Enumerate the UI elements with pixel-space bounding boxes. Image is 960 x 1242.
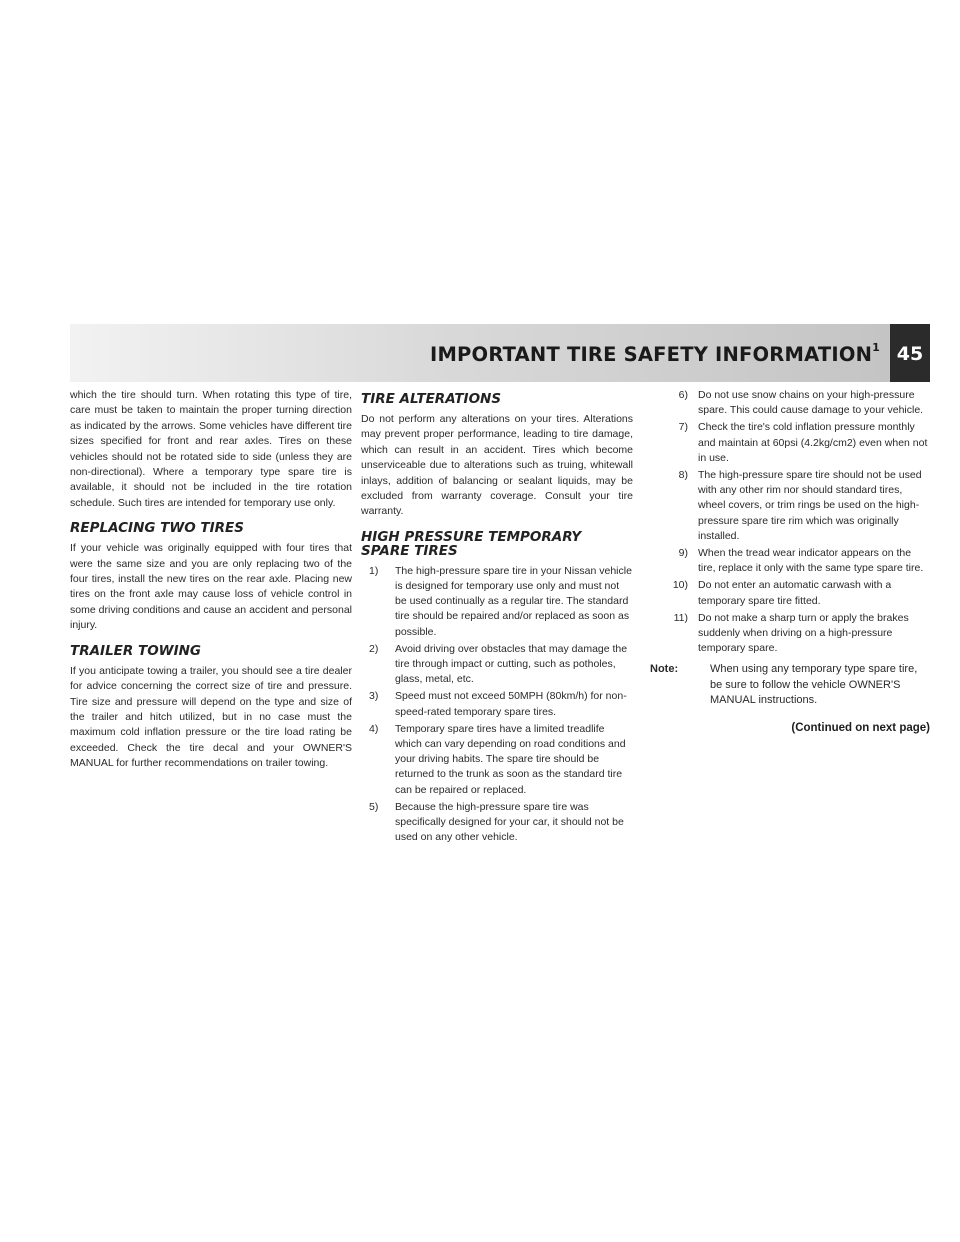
page-number: 45	[896, 343, 924, 365]
column-2	[361, 388, 633, 848]
spare-tire-list-continued	[650, 388, 930, 656]
list-item-number: 10)	[672, 579, 688, 592]
list-item	[361, 642, 633, 688]
intro-paragraph: which the tire should turn. When rotating this type of tire, care must be taken to maintain the proper turning direction as indicated by the arrows. Some vehicles have different tire sizes specified for front and rear axles. Tires on these vehicles should not be rotated side to side (unless they are non-directional). Where a temporary type spare tire is available, it should not be included in the tire rotation schedule. Such tires are intended for temporary use only.	[70, 389, 352, 509]
list-item-number: 7)	[678, 421, 688, 434]
list-item-number: 1)	[369, 564, 379, 577]
spare-tire-list	[361, 564, 633, 846]
list-item-number: 2)	[369, 642, 379, 655]
list-item-text: Do not enter an automatic carwash with a temporary spare tire fitted.	[698, 579, 892, 607]
page-title-text: IMPORTANT TIRE SAFETY INFORMATION	[429, 343, 873, 366]
trailer-towing-paragraph: If you anticipate towing a trailer, you should see a tire dealer for advice concerning the correct size of tire and pressure. Tire size and pressure will depend on the type and size of the trailer and hitch utilized, but in no case must the maximum cold inflation pressure or the tire load rating be exceeded. Check the tire decal and your OWNER'S MANUAL for further recommendations on trailer towing.	[70, 664, 352, 770]
list-item-text: Because the high-pressure spare tire was specifically designed for your car, it should not be used on any other vehicle.	[395, 800, 624, 844]
list-item	[361, 800, 633, 846]
list-item-number: 6)	[678, 389, 688, 401]
spare-tires-heading: HIGH PRESSURE TEMPORARY SPARE TIRES	[361, 528, 582, 559]
list-item	[650, 468, 930, 544]
list-item-number: 9)	[678, 547, 688, 560]
list-item-number: 5)	[369, 800, 379, 813]
list-item-number: 8)	[678, 469, 688, 482]
list-item	[650, 420, 930, 466]
note	[650, 662, 930, 708]
page-title	[429, 340, 880, 366]
note-label: Note:	[650, 663, 679, 676]
list-item-number: 4)	[369, 722, 379, 735]
list-item-text: Do not make a sharp turn or apply the brakes suddenly when driving on a high-pressure temporary spare.	[698, 611, 909, 655]
list-item-text: When the tread wear indicator appears on the tire, replace it only with the same type spare tire.	[698, 547, 924, 575]
list-item-number: 3)	[369, 690, 379, 703]
note-text: When using any temporary type spare tire, be sure to follow the vehicle OWNER'S MANUAL instructions.	[710, 663, 918, 706]
column-1	[70, 388, 352, 772]
list-item-text: The high-pressure spare tire in your Nissan vehicle is designed for temporary use only and must not be used continually as a regular tire. The standard tire should be repaired and/or replaced as soon as possible.	[395, 564, 632, 638]
replacing-two-tires-heading: REPLACING TWO TIRES	[70, 520, 245, 537]
list-item	[361, 564, 633, 640]
list-item	[650, 388, 930, 418]
list-item-text: Avoid driving over obstacles that may damage the tire through impact or cutting, such as potholes, glass, metal, etc.	[395, 642, 628, 686]
list-item	[361, 722, 633, 798]
list-item	[361, 689, 633, 719]
list-item-text: The high-pressure spare tire should not be used with any other rim nor should standard tires, wheel covers, or trim rings be used on the high-pressure spare tire rim which was originally installed.	[698, 469, 922, 542]
list-item-text: Temporary spare tires have a limited treadlife which can vary depending on road conditions and your driving habits. The spare tire should be returned to the trunk as soon as the standard tire can be repaired or replaced.	[395, 722, 626, 796]
list-item	[650, 578, 930, 608]
list-item	[650, 611, 930, 657]
list-item-text: Check the tire's cold inflation pressure monthly and maintain at 60psi (4.2kg/cm2) even when not in use.	[698, 421, 928, 464]
list-item-text: Do not use snow chains on your high-pressure spare. This could cause damage to your vehicle.	[698, 389, 924, 417]
column-3	[650, 388, 930, 734]
tire-alterations-paragraph: Do not perform any alterations on your tires. Alterations may prevent proper performance, leading to tire damage, which can result in an accident. Tires which become unserviceable due to alterations such as truing, whitewall inlays, addition of balancing or sealant liquids, may be excluded from warranty coverage. Consult your tire warranty.	[361, 413, 633, 518]
list-item-number: 11)	[673, 611, 688, 624]
page-number-box	[890, 324, 930, 382]
title-superscript: 1	[872, 340, 880, 354]
replacing-two-tires-paragraph: If your vehicle was originally equipped with four tires that were the same size and you are only replacing two of the four tires, install the new tires on the rear axle. Placing new tires on the front axle may cause loss of vehicle control in some driving conditions and cause an accident and personal injury.	[70, 542, 352, 632]
list-item-text: Speed must not exceed 50MPH (80km/h) for non-speed-rated temporary spare tires.	[395, 690, 627, 718]
trailer-towing-heading: TRAILER TOWING	[70, 642, 201, 659]
continued-indicator: (Continued on next page)	[791, 722, 930, 735]
tire-alterations-heading: TIRE ALTERATIONS	[361, 391, 502, 407]
list-item	[650, 546, 930, 576]
